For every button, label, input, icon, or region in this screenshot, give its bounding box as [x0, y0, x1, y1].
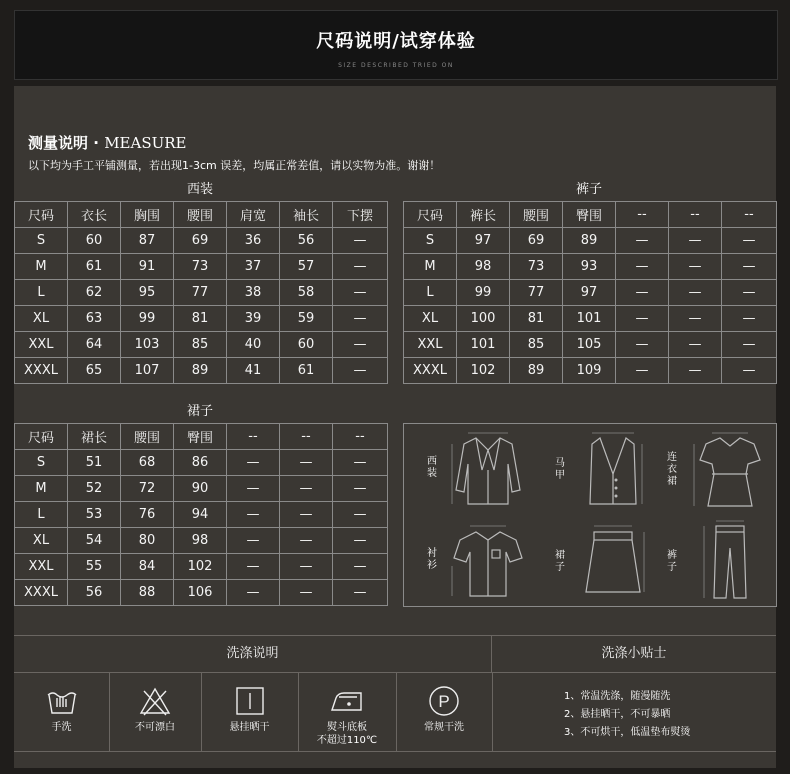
table-cell: XXL [404, 332, 457, 358]
table-header-cell: 胸围 [121, 202, 174, 228]
table-cell: 85 [510, 332, 563, 358]
table-cell: — [616, 228, 669, 254]
table-cell: L [404, 280, 457, 306]
skirt-icon [578, 522, 648, 602]
table-cell: — [280, 580, 333, 606]
table-cell: — [333, 280, 388, 306]
table-cell: — [227, 450, 280, 476]
measure-note: 以下均为手工平铺测量，若出现1-3cm 误差，均属正常差值，请以实物为准。谢谢！ [28, 159, 441, 172]
table-cell: 107 [121, 358, 174, 384]
table-cell: 89 [510, 358, 563, 384]
dry-clean-icon [427, 685, 461, 717]
table-cell: 89 [563, 228, 616, 254]
table-row [15, 228, 388, 254]
table-header-cell: 腰围 [174, 202, 227, 228]
table-cell: — [280, 554, 333, 580]
table-header-cell: 裤长 [457, 202, 510, 228]
table-header-cell: 衣长 [68, 202, 121, 228]
suit-jacket-icon [448, 430, 528, 510]
table-row [404, 228, 777, 254]
table-cell: — [280, 528, 333, 554]
table-header-row [15, 424, 388, 450]
table-cell: 95 [121, 280, 174, 306]
table-cell: — [669, 358, 722, 384]
pants-caption: 裤子 [575, 182, 602, 197]
table-cell: 65 [68, 358, 121, 384]
table-cell: — [280, 476, 333, 502]
diagram-label-dress: 连衣裙 [667, 452, 677, 487]
care-item-dry-clean [396, 673, 493, 751]
banner-title: 尺码说明/试穿体验 [316, 31, 476, 52]
table-cell: — [722, 280, 777, 306]
table-cell: — [333, 332, 388, 358]
table-row [15, 280, 388, 306]
table-cell: — [669, 306, 722, 332]
table-cell: 57 [280, 254, 333, 280]
table-cell: 51 [68, 450, 121, 476]
table-cell: — [722, 254, 777, 280]
vest-icon [578, 430, 648, 510]
table-cell: S [15, 228, 68, 254]
table-cell: — [722, 358, 777, 384]
table-cell: 60 [280, 332, 333, 358]
table-header-cell: -- [669, 202, 722, 228]
table-cell: 62 [68, 280, 121, 306]
table-cell: 81 [174, 306, 227, 332]
table-cell: — [333, 476, 388, 502]
measure-title [28, 132, 187, 153]
table-header-cell: 尺码 [15, 202, 68, 228]
table-row [15, 502, 388, 528]
garment-diagram [403, 423, 777, 607]
table-cell: 97 [457, 228, 510, 254]
pants-icon [690, 518, 770, 602]
care-item-hang-dry [201, 673, 299, 751]
table-cell: M [15, 254, 68, 280]
table-cell: 69 [174, 228, 227, 254]
table-cell: M [404, 254, 457, 280]
hand-wash-icon [45, 685, 79, 717]
no-bleach-icon [138, 685, 172, 717]
table-cell: 81 [510, 306, 563, 332]
skirt-caption: 裙子 [186, 404, 213, 419]
table-cell: 73 [510, 254, 563, 280]
table-cell: — [669, 332, 722, 358]
table-cell: 88 [121, 580, 174, 606]
care-label: 不可漂白 [135, 722, 175, 733]
table-cell: — [333, 554, 388, 580]
table-cell: 99 [457, 280, 510, 306]
table-header-cell: 臀围 [174, 424, 227, 450]
diagram-label-suit: 西装 [427, 456, 437, 479]
care-item-no-bleach [109, 673, 202, 751]
diagram-label-skirt: 裙子 [555, 550, 565, 573]
table-row [404, 254, 777, 280]
table-cell: — [669, 280, 722, 306]
table-cell: — [616, 254, 669, 280]
table-cell: XL [15, 306, 68, 332]
table-cell: 106 [174, 580, 227, 606]
table-cell: 77 [174, 280, 227, 306]
table-cell: 101 [457, 332, 510, 358]
hang-dry-icon [233, 685, 267, 717]
table-cell: XXL [15, 554, 68, 580]
measure-title-cn: 测量说明 [28, 134, 89, 152]
table-row [15, 580, 388, 606]
table-row [15, 528, 388, 554]
table-cell: 40 [227, 332, 280, 358]
table-cell: 72 [121, 476, 174, 502]
table-cell: 86 [174, 450, 227, 476]
table-cell: XL [404, 306, 457, 332]
table-cell: — [333, 254, 388, 280]
table-cell: 103 [121, 332, 174, 358]
table-header-cell: 臀围 [563, 202, 616, 228]
table-cell: 55 [68, 554, 121, 580]
table-cell: — [333, 358, 388, 384]
table-header-cell: 肩宽 [227, 202, 280, 228]
size-panel [14, 86, 776, 768]
wash-tips-list [492, 673, 776, 751]
table-row [404, 280, 777, 306]
table-cell: — [333, 580, 388, 606]
table-row [15, 358, 388, 384]
table-cell: 54 [68, 528, 121, 554]
banner-subtitle: SIZE DESCRIBED TRIED ON [338, 62, 454, 69]
care-section [14, 635, 776, 769]
table-cell: 64 [68, 332, 121, 358]
care-label: 悬挂晒干 [229, 722, 270, 733]
table-cell: — [280, 450, 333, 476]
diagram-label-pants: 裤子 [667, 550, 677, 573]
table-cell: — [333, 306, 388, 332]
table-cell: 61 [280, 358, 333, 384]
table-row [404, 332, 777, 358]
table-cell: XL [15, 528, 68, 554]
table-cell: — [669, 254, 722, 280]
suit-size-table [14, 201, 388, 384]
table-cell: 56 [280, 228, 333, 254]
svg-text:P: P [438, 692, 450, 711]
table-header-cell: -- [227, 424, 280, 450]
table-cell: 56 [68, 580, 121, 606]
table-cell: — [227, 580, 280, 606]
table-cell: XXL [15, 332, 68, 358]
diagram-label-vest: 马甲 [555, 458, 565, 481]
table-row [15, 332, 388, 358]
table-cell: 100 [457, 306, 510, 332]
table-cell: 105 [563, 332, 616, 358]
suit-caption: 西装 [186, 182, 213, 197]
table-cell: 63 [68, 306, 121, 332]
table-cell: XXXL [404, 358, 457, 384]
table-cell: 38 [227, 280, 280, 306]
table-header-cell: -- [333, 424, 388, 450]
table-row [15, 254, 388, 280]
table-cell: 97 [563, 280, 616, 306]
skirt-size-table [14, 423, 388, 606]
table-cell: — [333, 228, 388, 254]
diagram-label-shirt: 衬衫 [427, 548, 437, 571]
dress-icon [690, 430, 770, 510]
table-header-cell: 尺码 [15, 424, 68, 450]
table-cell: — [669, 228, 722, 254]
wash-tips-title: 洗涤小贴士 [601, 646, 667, 661]
table-cell: — [333, 450, 388, 476]
care-row [14, 672, 776, 752]
table-cell: 60 [68, 228, 121, 254]
table-cell: 41 [227, 358, 280, 384]
wash-tip: 2、悬挂晒干，不可暴晒 [564, 709, 671, 720]
table-header-cell: 下摆 [333, 202, 388, 228]
table-cell: 89 [174, 358, 227, 384]
table-row [15, 554, 388, 580]
table-cell: XXXL [15, 358, 68, 384]
table-cell: M [15, 476, 68, 502]
table-cell: — [616, 332, 669, 358]
care-label: 常规干洗 [424, 722, 464, 733]
table-header-row [404, 202, 777, 228]
wash-tip: 1、常温洗涤，随漫随洗 [564, 691, 671, 702]
table-cell: 90 [174, 476, 227, 502]
table-cell: 52 [68, 476, 121, 502]
table-cell: 91 [121, 254, 174, 280]
table-cell: — [722, 228, 777, 254]
table-cell: 69 [510, 228, 563, 254]
table-cell: 94 [174, 502, 227, 528]
table-row [15, 476, 388, 502]
table-header-cell: 裙长 [68, 424, 121, 450]
table-cell: — [333, 502, 388, 528]
table-cell: — [227, 502, 280, 528]
table-header-row [15, 202, 388, 228]
header-banner [14, 10, 778, 80]
iron-icon [330, 685, 364, 717]
table-cell: 85 [174, 332, 227, 358]
table-cell: — [722, 332, 777, 358]
table-cell: 76 [121, 502, 174, 528]
care-item-hand-wash [14, 673, 110, 751]
table-row [15, 306, 388, 332]
table-cell: 80 [121, 528, 174, 554]
table-cell: XXXL [15, 580, 68, 606]
table-cell: 37 [227, 254, 280, 280]
shirt-icon [448, 522, 528, 602]
table-header-cell: 袖长 [280, 202, 333, 228]
table-cell: — [227, 476, 280, 502]
table-cell: — [616, 306, 669, 332]
care-label: 熨斗底板 不超过110℃ [316, 722, 378, 746]
table-header-cell: 尺码 [404, 202, 457, 228]
table-cell: — [616, 280, 669, 306]
table-cell: 99 [121, 306, 174, 332]
table-cell: 109 [563, 358, 616, 384]
table-cell: 98 [457, 254, 510, 280]
table-cell: 73 [174, 254, 227, 280]
table-header-cell: -- [616, 202, 669, 228]
table-cell: — [227, 554, 280, 580]
table-cell: — [722, 306, 777, 332]
table-cell: 53 [68, 502, 121, 528]
table-header-cell: -- [280, 424, 333, 450]
table-cell: S [404, 228, 457, 254]
measure-title-en: MEASURE [104, 134, 187, 152]
table-cell: 87 [121, 228, 174, 254]
table-cell: — [616, 358, 669, 384]
measure-title-sep: · [93, 134, 99, 152]
table-cell: 102 [457, 358, 510, 384]
care-label: 手洗 [51, 722, 72, 733]
table-cell: 68 [121, 450, 174, 476]
wash-instructions-title: 洗涤说明 [14, 636, 492, 672]
table-cell: 93 [563, 254, 616, 280]
table-cell: 77 [510, 280, 563, 306]
table-cell: 59 [280, 306, 333, 332]
table-row [404, 306, 777, 332]
table-cell: — [227, 528, 280, 554]
table-cell: 61 [68, 254, 121, 280]
table-cell: — [333, 528, 388, 554]
pants-size-table [403, 201, 777, 384]
care-item-iron [298, 673, 397, 751]
table-cell: L [15, 502, 68, 528]
table-cell: 58 [280, 280, 333, 306]
table-header-cell: -- [722, 202, 777, 228]
table-row [15, 450, 388, 476]
table-row [404, 358, 777, 384]
table-cell: 101 [563, 306, 616, 332]
table-cell: 102 [174, 554, 227, 580]
table-cell: 39 [227, 306, 280, 332]
table-cell: — [280, 502, 333, 528]
table-header-cell: 腰围 [121, 424, 174, 450]
table-cell: S [15, 450, 68, 476]
table-cell: 36 [227, 228, 280, 254]
wash-tip: 3、不可烘干，低温垫布熨烫 [564, 727, 691, 738]
table-cell: 84 [121, 554, 174, 580]
table-cell: 98 [174, 528, 227, 554]
table-header-cell: 腰围 [510, 202, 563, 228]
table-cell: L [15, 280, 68, 306]
